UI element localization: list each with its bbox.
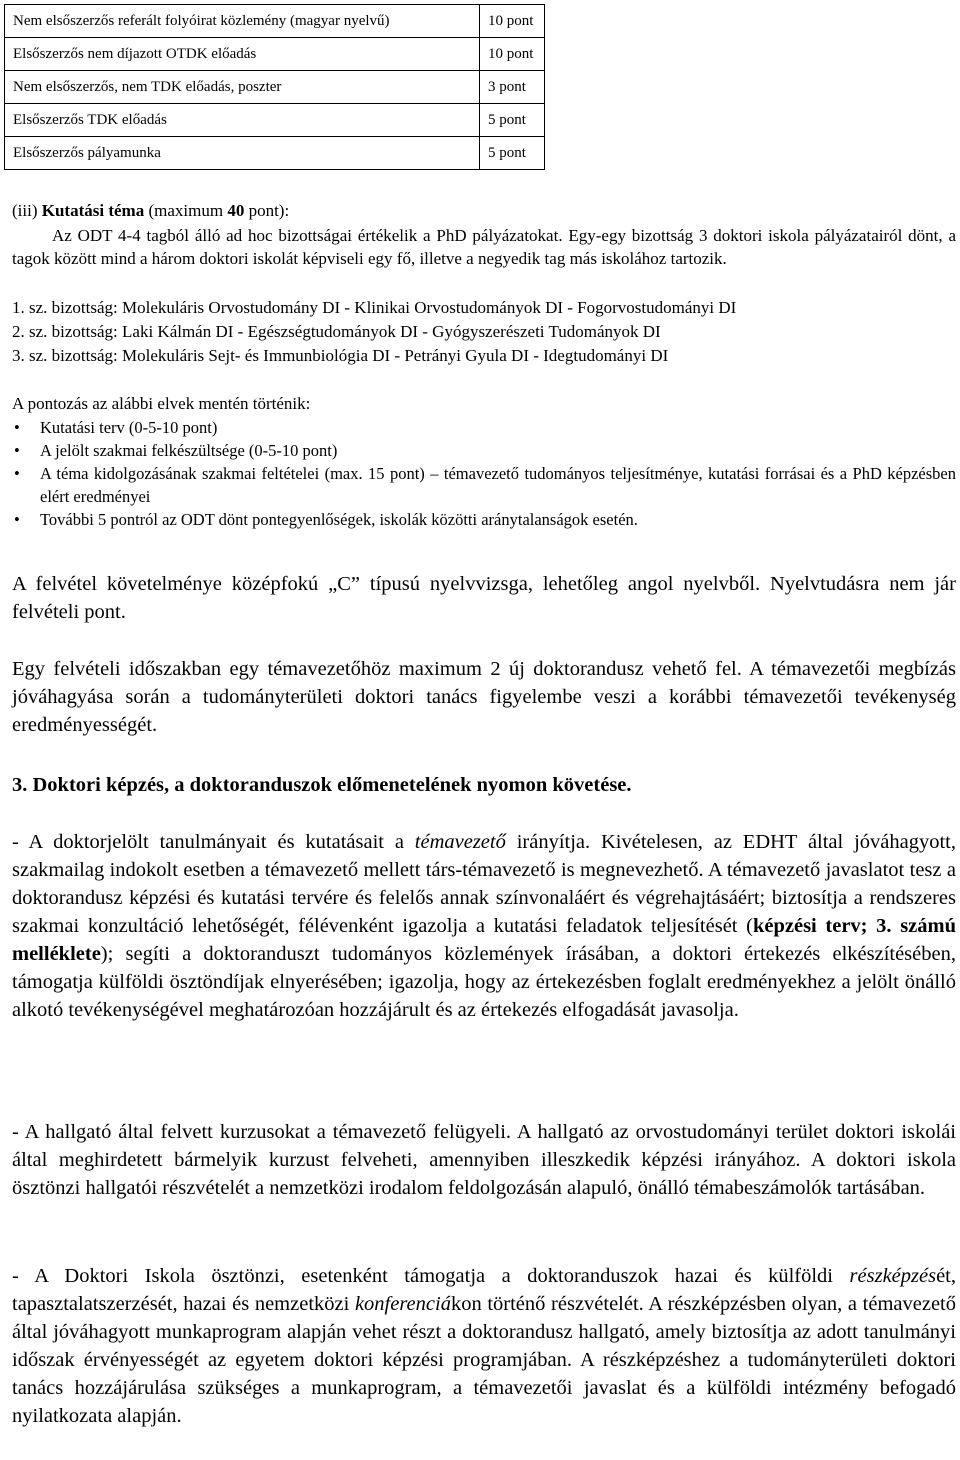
section-iii-intro: Az ODT 4-4 tagból álló ad hoc bizottságai értékelik a PhD pályázatokat. Egy-egy bizottság 3 doktori iskola pályázatairól dönt, a tagok között mind a három doktori iskolát képviseli egy fő, illetve a negyedik tag más iskolához tartozik. <box>12 226 956 268</box>
table-cell-points: 3 pont <box>480 71 545 104</box>
table-cell-item: Elsőszerzős TDK előadás <box>5 104 480 137</box>
table-cell-points: 5 pont <box>480 137 545 170</box>
scoring-list <box>12 416 956 531</box>
scoring-intro: A pontozás az alábbi elvek mentén történik: <box>12 394 311 413</box>
section-max-suffix: pont): <box>244 201 290 220</box>
table-row <box>5 71 545 104</box>
list-item: • A téma kidolgozásának szakmai feltételei (max. 15 pont) – témavezető tudományos teljesítménye, kutatási forrásai és a PhD képzésben elért eredményei <box>14 464 956 506</box>
table-cell-points: 5 pont <box>480 104 545 137</box>
table-row <box>5 5 545 38</box>
table-cell-item: Elsőszerzős nem díjazott OTDK előadás <box>5 38 480 71</box>
bullet-icon: • <box>14 441 20 460</box>
table-cell-points: 10 pont <box>480 5 545 38</box>
table-row <box>5 104 545 137</box>
list-item: • A jelölt szakmai felkészültsége (0-5-10 pont) <box>14 441 338 460</box>
supervisor-limit: Egy felvételi időszakban egy témavezetőhöz maximum 2 új doktorandusz vehető fel. A témavezetői megbízás jóváhagyása során a tudományterületi doktori tanács figyelembe veszi a korábbi témavezetői tevékenység eredményességét. <box>12 658 956 736</box>
table-row <box>5 137 545 170</box>
list-item: • Kutatási terv (0-5-10 pont) <box>14 418 218 437</box>
section-title: Kutatási téma <box>41 201 145 220</box>
committee-3: 3. sz. bizottság: Molekuláris Sejt- és Immunbiológia DI - Petrányi Gyula DI - Idegtudományi DI <box>12 346 669 365</box>
table-cell-item: Nem elsőszerzős, nem TDK előadás, poszter <box>5 71 480 104</box>
table-cell-item: Elsőszerzős pályamunka <box>5 137 480 170</box>
section-prefix: (iii) <box>12 201 42 220</box>
list-item: • További 5 pontról az ODT dönt pontegyenlőségek, iskolák közötti aránytalanságok esetén. <box>14 510 638 529</box>
section-max-points: 40 <box>227 201 245 220</box>
bullet-icon: • <box>14 510 20 529</box>
language-requirement: A felvétel követelménye középfokú „C” típusú nyelvvizsga, lehetőleg angol nyelvből. Nyelvtudásra nem jár felvételi pont. <box>12 573 956 623</box>
section-iii-heading <box>12 199 956 222</box>
section-3-heading: 3. Doktori képzés, a doktoranduszok előmenetelének nyomon követése. <box>12 774 632 796</box>
bullet-icon: • <box>14 418 20 437</box>
paragraph-supervisor: - A doktorjelölt tanulmányait és kutatásait a témavezető irányítja. Kivételesen, az EDHT által jóváhagyott, szakmailag indokolt esetben a témavezető mellett társ-témavezető is megnevezhető. A témavezető javaslatot tesz a doktorandusz képzési és kutatási tervére és felelős annak színvonaláért és végrehajtásáért; biztosítja a rendszeres szakmai konzultáció lehetőségét, félévenként igazolja a kutatási feladatok teljesítését (képzési terv; 3. számú melléklete); segíti a doktoranduszt tudományos közlemények írásában, a doktori értekezés elkészítésében, támogatja külföldi ösztöndíjak elnyerésében; igazolja, hogy az értekezésben foglalt eredményekhez a jelölt önálló alkotó tevékenységével meghatározóan hozzájárult és az értekezés elfogadását javasolja. <box>12 831 956 1021</box>
table-row <box>5 38 545 71</box>
table-cell-item: Nem elsőszerzős referált folyóirat közlemény (magyar nyelvű) <box>5 5 480 38</box>
committee-1: 1. sz. bizottság: Molekuláris Orvostudomány DI - Klinikai Orvostudományok DI - Fogorvostudományi DI <box>12 298 737 317</box>
bullet-icon: • <box>14 464 20 483</box>
points-table <box>4 4 545 170</box>
table-cell-points: 10 pont <box>480 38 545 71</box>
committee-2: 2. sz. bizottság: Laki Kálmán DI - Egészségtudományok DI - Gyógyszerészeti Tudományok DI <box>12 322 661 341</box>
paragraph-courses: - A hallgató által felvett kurzusokat a témavezető felügyeli. A hallgató az orvostudományi terület doktori iskolái által meghirdetett bármelyik kurzust felveheti, amennyiben illeszkedik képzési irányához. A doktori iskola ösztönzi hallgatói részvételét a nemzetközi irodalom feldolgozásán alapuló, önálló témabeszámolók tartásában. <box>12 1121 956 1199</box>
section-max-prefix: (maximum <box>144 201 228 220</box>
paragraph-training: - A Doktori Iskola ösztönzi, esetenként támogatja a doktoranduszok hazai és külföldi részképzését, tapasztalatszerzését, hazai és nemzetközi konferenciákon történő részvételét. A részképzésben olyan, a témavezető által jóváhagyott munkaprogram alapján vehet részt a doktorandusz hallgató, amely biztosítja az adott tanulmányi időszak érvényességét az egyetem doktori képzési programjában. A részképzéshez a tudományterületi doktori tanács hozzájárulása szükséges a munkaprogram, a témavezetői javaslat és a külföldi intézmény befogadó nyilatkozata alapján. <box>12 1265 956 1427</box>
